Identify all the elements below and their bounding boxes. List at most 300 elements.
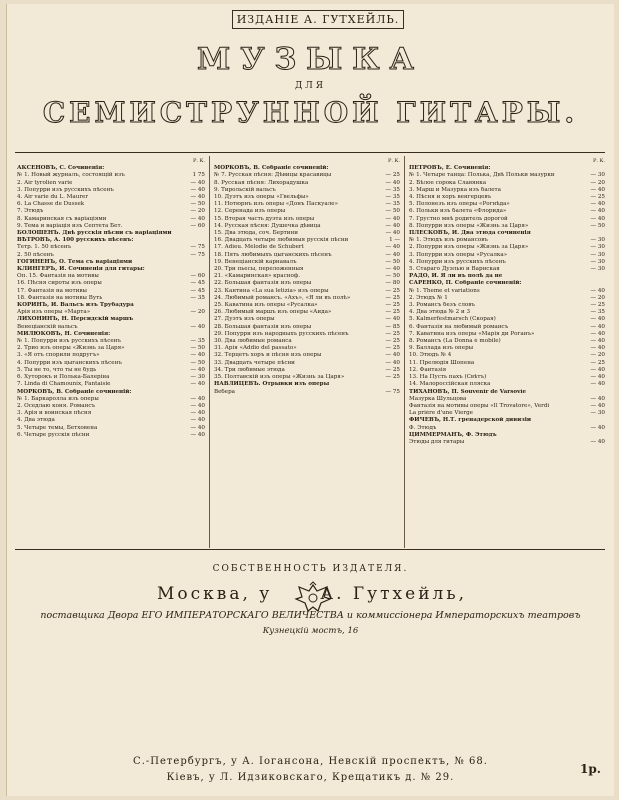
catalog-entry bbox=[17, 410, 205, 417]
catalog-entry bbox=[409, 259, 605, 266]
catalog-entry bbox=[17, 244, 205, 251]
entry-price: — 25 bbox=[385, 309, 400, 316]
composer-heading: АКСЕНОВЪ, С. Сочиненія: bbox=[17, 165, 105, 172]
entry-price: — 80 bbox=[385, 280, 400, 287]
entry-title: Этюды для гитары bbox=[409, 438, 465, 445]
entry-title: Оп. 15. Фантазія на мотивы bbox=[17, 273, 99, 280]
entry-price: — 20 bbox=[190, 309, 205, 316]
entry-price: — 50 bbox=[190, 359, 205, 366]
catalog-entry bbox=[214, 389, 400, 396]
catalog-entry bbox=[17, 381, 205, 388]
entry-title: 13. На Пусть пахъ (Свѣтъ) bbox=[409, 374, 487, 381]
entry-title: 18. Фантазія на мотивы Вуть bbox=[17, 294, 103, 301]
entry-title: 11. Нотюрнъ изъ оперы «Донъ Паскуале» bbox=[214, 201, 339, 208]
entry-price: — 20 bbox=[590, 352, 605, 359]
ownership-note: СОБСТВЕННОСТЬ ИЗДАТЕЛЯ. bbox=[212, 564, 409, 574]
entry-price: — 30 bbox=[590, 244, 605, 251]
catalog-entry bbox=[17, 345, 205, 352]
entry-price: — 40 bbox=[590, 366, 605, 373]
spb-address: С.-Петербургъ, у А. Іогансона, Невскій проспектъ, № 68. bbox=[133, 756, 488, 767]
catalog-entry bbox=[409, 410, 605, 417]
catalog-entry bbox=[214, 324, 400, 331]
entry-title: 8. Попурри изъ оперы «Жизнь за Царя» bbox=[409, 222, 529, 229]
entry-title: Венеціанскій вальсъ bbox=[17, 323, 78, 330]
title-for: ДЛЯ bbox=[294, 81, 327, 91]
sheet-music-cover bbox=[6, 4, 614, 796]
catalog-entry bbox=[409, 338, 605, 345]
entry-title: 8. Камаринская съ варіаціями bbox=[17, 215, 107, 222]
entry-title: 2. Трио изъ оперы «Жизнь за Царя» bbox=[17, 345, 125, 352]
entry-price: — 35 bbox=[190, 294, 205, 301]
catalog-entry bbox=[214, 338, 400, 345]
entry-title: № 1. Попурри изъ русскихъ пѣсенъ bbox=[17, 338, 121, 345]
entry-price: — 40 bbox=[590, 345, 605, 352]
catalog-entry bbox=[409, 302, 605, 309]
catalog-entry bbox=[214, 266, 400, 273]
entry-price: — 40 bbox=[590, 395, 605, 402]
catalog-entry bbox=[214, 172, 400, 179]
entry-price: — 40 bbox=[190, 395, 205, 402]
catalog-entry bbox=[17, 288, 205, 295]
entry-price: — 40 bbox=[190, 194, 205, 201]
entry-title: 5. Полонезъ изъ оперы «Рогнѣда» bbox=[409, 201, 510, 208]
catalog-entry bbox=[214, 273, 400, 280]
catalog-entry bbox=[214, 316, 400, 323]
entry-title: 26. Любимый маршъ изъ оперы «Аида» bbox=[214, 309, 332, 316]
entry-title: 14. Русская пѣсня: Душечка дѣвица bbox=[214, 222, 321, 229]
catalog-entry bbox=[17, 187, 205, 194]
entry-title: № 1. Баркаролла изъ оперы bbox=[17, 395, 99, 402]
entry-title: 20. Три пьесы, переложенныя bbox=[214, 266, 304, 273]
city-left: Москва, у bbox=[157, 584, 273, 604]
entry-price: — 45 bbox=[190, 280, 205, 287]
catalog-entry bbox=[214, 216, 400, 223]
catalog-entry bbox=[214, 309, 400, 316]
entry-price: — 40 bbox=[385, 359, 400, 366]
entry-price: — 40 bbox=[590, 208, 605, 215]
currency-header: Р. К. bbox=[192, 158, 205, 164]
catalog-entry bbox=[214, 295, 400, 302]
entry-title: 17. Adieu. Mélodie de Schubert bbox=[214, 244, 304, 251]
catalog-entry bbox=[17, 273, 205, 280]
entry-price: — 75 bbox=[385, 388, 400, 395]
composer-heading: БОЛОШЕНЪ. Двѣ русскія пѣсни съ варіаціями bbox=[17, 230, 172, 237]
entry-title: 18. Пять любимыхъ цыганскихъ пѣсенъ bbox=[214, 251, 332, 258]
catalog-entry bbox=[409, 374, 605, 381]
catalog-entry bbox=[409, 208, 605, 215]
catalog-entry bbox=[214, 288, 400, 295]
catalog-column-2 bbox=[214, 158, 400, 543]
entry-title: 4. Два этюда № 2 и 3 bbox=[409, 309, 471, 316]
entry-title: 6. La Chasse de Dussek bbox=[17, 201, 85, 208]
catalog-entry bbox=[17, 324, 205, 331]
entry-price: — 40 bbox=[385, 266, 400, 273]
entry-title: 4. Попурри изъ цыганскихъ пѣсенъ bbox=[17, 359, 122, 366]
catalog-entry bbox=[214, 252, 400, 259]
composer-heading: ЛИХОНИНЪ, Н. Персидскій маршъ bbox=[17, 316, 134, 323]
entry-price: — 20 bbox=[190, 208, 205, 215]
catalog-entry bbox=[409, 316, 605, 323]
catalog-entry bbox=[17, 309, 205, 316]
entry-price: — 40 bbox=[190, 366, 205, 373]
entry-title: 2. 50 пѣсенъ bbox=[17, 251, 54, 258]
catalog-entry bbox=[409, 425, 605, 432]
entry-title: 19. Венеціанскій карнавалъ bbox=[214, 258, 297, 265]
entry-title: 27. Дуэтъ изъ оперы bbox=[214, 316, 275, 323]
entry-title: 17. Фантазія на мотивы bbox=[17, 287, 87, 294]
entry-price: — 40 bbox=[590, 338, 605, 345]
catalog-entry bbox=[409, 331, 605, 338]
catalog-entry bbox=[214, 331, 400, 338]
catalog-entry bbox=[214, 187, 400, 194]
catalog-entry bbox=[17, 295, 205, 302]
catalog-entry bbox=[409, 352, 605, 359]
entry-title: 16. Двадцать четыре любимыя русскія пѣсни bbox=[214, 237, 349, 244]
catalog-entry bbox=[17, 403, 205, 410]
entry-title: Арія изъ оперы «Марта» bbox=[17, 309, 91, 316]
entry-price: — 40 bbox=[190, 186, 205, 193]
entry-price: — 40 bbox=[385, 244, 400, 251]
column-divider bbox=[209, 156, 210, 548]
entry-price: — 40 bbox=[590, 374, 605, 381]
catalog-entry bbox=[409, 194, 605, 201]
entry-title: 4. Пѣсня и хоръ венгерцевъ bbox=[409, 194, 492, 201]
entry-title: 12. Серенада изъ оперы bbox=[214, 208, 286, 215]
entry-price: — 40 bbox=[590, 287, 605, 294]
entry-price: — 40 bbox=[385, 230, 400, 237]
entry-title: Тетр. 1. 50 пѣсенъ bbox=[17, 244, 72, 251]
address-line: Кузнецкій мостъ, 16 bbox=[262, 626, 359, 636]
catalog-entry bbox=[409, 309, 605, 316]
entry-title: 3. Попурри изъ оперы «Русалка» bbox=[409, 251, 508, 258]
entry-title: 2. Оседлаю коня. Романсъ bbox=[17, 402, 96, 409]
entry-title: 4. Попурри изъ русскихъ пѣсенъ bbox=[409, 258, 506, 265]
column-divider bbox=[404, 156, 405, 548]
entry-title: 10. Дуэтъ изъ оперы «Гвельфы» bbox=[214, 194, 309, 201]
entry-title: 23. Кантина «La sua letizia» изъ оперы bbox=[214, 287, 329, 294]
entry-price: — 35 bbox=[385, 186, 400, 193]
entry-price: — 25 bbox=[385, 302, 400, 309]
entry-price: — 35 bbox=[190, 338, 205, 345]
entry-price: — 40 bbox=[590, 323, 605, 330]
catalog-entry bbox=[17, 252, 205, 259]
entry-title: 4. Два этюда bbox=[17, 417, 55, 424]
bottom-divider bbox=[15, 549, 605, 550]
entry-price: — 20 bbox=[590, 294, 605, 301]
catalog-entry bbox=[409, 367, 605, 374]
entry-price: — 25 bbox=[385, 287, 400, 294]
entry-title: 2. Air tyrolien varie bbox=[17, 179, 73, 186]
catalog-entry bbox=[17, 216, 205, 223]
catalog-entry bbox=[17, 180, 205, 187]
entry-price: — 50 bbox=[385, 258, 400, 265]
top-divider bbox=[15, 152, 605, 153]
catalog-entry bbox=[17, 208, 205, 215]
entry-title: 11. Прелюдія Шопена bbox=[409, 359, 475, 366]
entry-title: 30. Два любимые романса bbox=[214, 338, 292, 345]
entry-price: — 30 bbox=[190, 374, 205, 381]
composer-heading: САРЕНКО, П. Собраніе сочиненій: bbox=[409, 280, 522, 287]
entry-price: — 30 bbox=[590, 410, 605, 417]
entry-title: 7. Грустно мнѣ родитель дорогой bbox=[409, 215, 508, 222]
entry-title: № 1. Четыре танца: Полька, Двѣ Польки мазурки bbox=[409, 172, 555, 179]
entry-price: 1 — bbox=[389, 237, 400, 244]
catalog-entry bbox=[214, 302, 400, 309]
entry-title: 3. «Я отъ спорили подругъ» bbox=[17, 352, 100, 359]
composer-heading: ПЛЕСКОВЪ, И. Два этюда сочиненія bbox=[409, 230, 531, 237]
entry-price: — 60 bbox=[190, 222, 205, 229]
entry-price: — 30 bbox=[590, 237, 605, 244]
entry-title: La prière d'une Vierge bbox=[409, 410, 473, 417]
entry-price: — 40 bbox=[190, 381, 205, 388]
supplier-line: поставщика Двора ЕГО ИМПЕРАТОРСКАГО ВЕЛИЧЕСТВА и коммиссіонера Императорскихъ театровъ bbox=[40, 610, 581, 621]
entry-title: 5. Kalmerfestmarsch (Скорая) bbox=[409, 316, 496, 323]
catalog-entry bbox=[17, 417, 205, 424]
composer-heading: ЦИММЕРМАНЪ, Ф. Этюдъ bbox=[409, 431, 497, 438]
entry-price: — 40 bbox=[190, 215, 205, 222]
entry-price: — 45 bbox=[190, 287, 205, 294]
entry-title: 6. Польки изъ балета «Флорида» bbox=[409, 208, 507, 215]
entry-title: 31. Арія «Addio del passato» bbox=[214, 345, 297, 352]
entry-price: — 40 bbox=[590, 402, 605, 409]
entry-title: 22. Большая фантазія изъ оперы bbox=[214, 280, 312, 287]
entry-title: 2. Попурри изъ оперы «Жизнь за Царя» bbox=[409, 244, 529, 251]
entry-price: — 40 bbox=[590, 316, 605, 323]
entry-price: — 25 bbox=[385, 345, 400, 352]
entry-title: 28. Большая фантазія изъ оперы bbox=[214, 323, 312, 330]
entry-title: 3. Арія и воинская пѣсня bbox=[17, 410, 92, 417]
catalog-entry bbox=[214, 180, 400, 187]
entry-title: 5. Ты не то, что ты не будь bbox=[17, 366, 97, 373]
entry-title: № 7. Русская пѣсня: Дѣвицы красавицы bbox=[214, 172, 332, 179]
catalog-entry bbox=[409, 439, 605, 446]
entry-price: — 40 bbox=[190, 352, 205, 359]
catalog-entry bbox=[17, 201, 205, 208]
catalog-entry bbox=[214, 244, 400, 251]
entry-price: — 25 bbox=[590, 194, 605, 201]
kiev-address: Кіевъ, у Л. Идзиковскаго, Крещатикъ д. № 29. bbox=[166, 772, 455, 783]
catalog-entry bbox=[409, 172, 605, 179]
catalog-entry bbox=[17, 223, 205, 230]
entry-price: — 50 bbox=[385, 273, 400, 280]
price-label: 1р. bbox=[580, 762, 601, 776]
entry-title: 32. Терцетъ хоръ и пѣсня изъ оперы bbox=[214, 352, 322, 359]
entry-price: — 30 bbox=[590, 258, 605, 265]
entry-title: Фантазія на мотивы оперы «Il Trovatore», Verdi bbox=[409, 402, 550, 409]
entry-title: 24. Любимый романсъ. «Ахъ», «Я ли въ полѣ» bbox=[214, 294, 351, 301]
catalog-entry bbox=[17, 367, 205, 374]
entry-title: 25. Каватина изъ оперы «Русалка» bbox=[214, 302, 318, 309]
entry-price: — 35 bbox=[590, 309, 605, 316]
composer-heading: МОРКОВЪ, В. Собраніе сочиненій: bbox=[214, 165, 329, 172]
entry-title: 15. Вторая часть дуэта изъ оперы bbox=[214, 215, 315, 222]
entry-price: — 25 bbox=[385, 330, 400, 337]
entry-title: № 1. Theme et variations bbox=[409, 287, 480, 294]
catalog-entry bbox=[17, 338, 205, 345]
entry-title: 15. Два этюда, соч. Бертини bbox=[214, 230, 298, 237]
entry-price: — 35 bbox=[385, 194, 400, 201]
catalog-entry bbox=[409, 396, 605, 403]
entry-price: — 75 bbox=[190, 244, 205, 251]
entry-title: 35. Полтавскій изъ оперы «Жизнь за Царя» bbox=[214, 374, 345, 381]
entry-price: — 75 bbox=[190, 251, 205, 258]
entry-price: — 40 bbox=[190, 410, 205, 417]
entry-title: 5. Стараго Дуэлью и Варнская bbox=[409, 266, 500, 273]
entry-title: 7. Этюдъ bbox=[17, 208, 44, 215]
entry-price: — 20 bbox=[590, 179, 605, 186]
composer-heading: ФИЧЕВЪ, Н.Т. гренадерской дивизіи bbox=[409, 417, 532, 424]
catalog-entry bbox=[409, 295, 605, 302]
entry-price: — 25 bbox=[385, 172, 400, 179]
entry-title: 3. Романсъ безъ словъ bbox=[409, 302, 475, 309]
entry-price: — 40 bbox=[590, 330, 605, 337]
entry-price: — 50 bbox=[190, 201, 205, 208]
entry-title: 9. Тема и варіація изъ Септета Бет. bbox=[17, 222, 123, 229]
entry-title: 2. Бѣлое сорока Славянка bbox=[409, 179, 487, 186]
entry-price: — 25 bbox=[385, 374, 400, 381]
entry-price: — 25 bbox=[590, 302, 605, 309]
catalog-entry bbox=[17, 280, 205, 287]
entry-price: — 40 bbox=[385, 179, 400, 186]
composer-heading: ПЕТРОВЪ, Е. Сочиненія: bbox=[409, 165, 491, 172]
composer-heading: КОРИНЪ, И. Вальсъ изъ Трубадура bbox=[17, 302, 134, 309]
entry-title: 9. Баллада изъ оперы bbox=[409, 345, 474, 352]
catalog-entry bbox=[17, 194, 205, 201]
catalog-entry bbox=[17, 396, 205, 403]
catalog-entry bbox=[214, 360, 400, 367]
catalog-entry bbox=[409, 187, 605, 194]
catalog-entry bbox=[409, 252, 605, 259]
entry-price: — 40 bbox=[385, 352, 400, 359]
entry-price: — 40 bbox=[190, 179, 205, 186]
entry-price: — 30 bbox=[590, 251, 605, 258]
catalog-column-3 bbox=[409, 158, 605, 543]
catalog-entry bbox=[409, 360, 605, 367]
entry-price: — 40 bbox=[190, 323, 205, 330]
entry-title: 12. Фантазія bbox=[409, 366, 447, 373]
entry-title: 2. Этюдъ № 1 bbox=[409, 294, 448, 301]
entry-price: — 40 bbox=[590, 201, 605, 208]
entry-title: Мазурка Шульцова bbox=[409, 395, 467, 402]
entry-title: 34. Три любимые этюда bbox=[214, 366, 285, 373]
catalog-entry bbox=[409, 288, 605, 295]
composer-heading: МИЛЮКОВЪ, Н. Сочиненія: bbox=[17, 330, 111, 337]
catalog-entry bbox=[214, 367, 400, 374]
entry-title: 16. Пѣсня сироты изъ оперы bbox=[17, 280, 102, 287]
entry-price: — 25 bbox=[385, 366, 400, 373]
entry-price: — 40 bbox=[190, 417, 205, 424]
catalog-entry bbox=[409, 216, 605, 223]
entry-price: — 30 bbox=[590, 172, 605, 179]
catalog-entry bbox=[17, 172, 205, 179]
entry-price: — 25 bbox=[385, 338, 400, 345]
entry-title: № 1. Новый журналъ, состоящій изъ bbox=[17, 172, 125, 179]
entry-price: — 40 bbox=[385, 251, 400, 258]
composer-heading: ТИХАНОВЪ, П. Souvenir de Varsovie bbox=[409, 388, 527, 395]
composer-heading: НАВЛИЦЕВЪ. Отрывки изъ оперы bbox=[214, 381, 330, 388]
entry-price: — 50 bbox=[385, 208, 400, 215]
entry-title: 9. Тирольскій вальсъ bbox=[214, 186, 276, 193]
entry-price: — 40 bbox=[590, 186, 605, 193]
entry-price: — 50 bbox=[190, 345, 205, 352]
entry-title: № 1. Этюдъ изъ романсовъ bbox=[409, 237, 488, 244]
catalog-entry bbox=[17, 432, 205, 439]
catalog-entry bbox=[409, 244, 605, 251]
entry-title: 29. Попурри изъ народныхъ русскихъ пѣсенъ bbox=[214, 330, 349, 337]
catalog-entry bbox=[214, 201, 400, 208]
entry-price: — 40 bbox=[590, 381, 605, 388]
entry-price: 1 75 bbox=[192, 172, 205, 179]
entry-title: 14. Малороссійская пляска bbox=[409, 381, 491, 388]
entry-title: Ф. Этюдъ bbox=[409, 424, 437, 431]
catalog-entry bbox=[409, 201, 605, 208]
entry-price: — 25 bbox=[385, 294, 400, 301]
entry-price: — 40 bbox=[385, 222, 400, 229]
catalog-entry bbox=[214, 352, 400, 359]
entry-title: 7. Каватина изъ оперы «Марія ди Роганъ» bbox=[409, 330, 535, 337]
entry-title: 10. Этюдъ № 4 bbox=[409, 352, 452, 359]
entry-price: — 60 bbox=[190, 273, 205, 280]
catalog-entry bbox=[214, 374, 400, 381]
catalog-entry bbox=[214, 223, 400, 230]
catalog-entry bbox=[409, 345, 605, 352]
catalog-entry bbox=[214, 345, 400, 352]
entry-price: — 40 bbox=[590, 215, 605, 222]
entry-title: 6. Хуторокъ и Полька-Балеріна bbox=[17, 374, 110, 381]
entry-price: — 35 bbox=[385, 201, 400, 208]
currency-header: Р. К. bbox=[592, 158, 605, 164]
entry-price: — 40 bbox=[385, 215, 400, 222]
composer-heading: ВѢТРОВЪ, А. 100 русскихъ пѣсенъ: bbox=[17, 237, 134, 244]
catalog-entry bbox=[214, 280, 400, 287]
entry-price: — 40 bbox=[190, 424, 205, 431]
catalog-entry bbox=[409, 381, 605, 388]
entry-title: 6. Четыре русскія пѣсни bbox=[17, 431, 90, 438]
composer-heading: МОРКОВЪ, В. Собраніе сочиненій: bbox=[17, 388, 132, 395]
publisher-banner: ИЗДАНІЕ А. ГУТХЕЙЛЬ. bbox=[232, 10, 404, 29]
catalog-entry bbox=[214, 259, 400, 266]
entry-title: 3. Попурри изъ русскихъ пѣсенъ bbox=[17, 186, 114, 193]
entry-title: 3. Марш и Мазурка изъ балета bbox=[409, 186, 501, 193]
entry-title: Вебера bbox=[214, 388, 236, 395]
entry-price: — 40 bbox=[590, 438, 605, 445]
catalog-entry bbox=[17, 374, 205, 381]
entry-title: 21. «Камаринская» красноф. bbox=[214, 273, 300, 280]
entry-title: 8. Русская пѣсня: Лихорадушка bbox=[214, 179, 309, 186]
catalog-entry bbox=[409, 266, 605, 273]
catalog-column-1 bbox=[17, 158, 205, 543]
catalog-entry bbox=[17, 425, 205, 432]
catalog-entry bbox=[214, 237, 400, 244]
entry-price: — 40 bbox=[190, 402, 205, 409]
city-right: А. Гутхейль, bbox=[320, 584, 467, 604]
entry-title: 4. Air varie du L. Maurer bbox=[17, 194, 88, 201]
title-main: МУЗЫКА bbox=[197, 42, 424, 77]
entry-title: 5. Четыре темы, Бетховена bbox=[17, 424, 98, 431]
catalog-entry bbox=[214, 208, 400, 215]
entry-price: — 40 bbox=[385, 316, 400, 323]
catalog-entry bbox=[409, 324, 605, 331]
composer-heading: ГОГИНЕНЪ, О. Тема съ варіаціями bbox=[17, 258, 133, 265]
composer-heading: КЛИНГЕРЪ, И. Сочиненія для гитары: bbox=[17, 266, 145, 273]
catalog-entry bbox=[214, 230, 400, 237]
catalog-entry bbox=[17, 360, 205, 367]
entry-title: 7. Linda di Chamounix, Fantaisie bbox=[17, 381, 111, 388]
catalog-entry bbox=[409, 237, 605, 244]
entry-price: — 50 bbox=[590, 222, 605, 229]
composer-heading: РАДО, И. Я ли въ полѣ да не bbox=[409, 273, 503, 280]
currency-header: Р. К. bbox=[387, 158, 400, 164]
